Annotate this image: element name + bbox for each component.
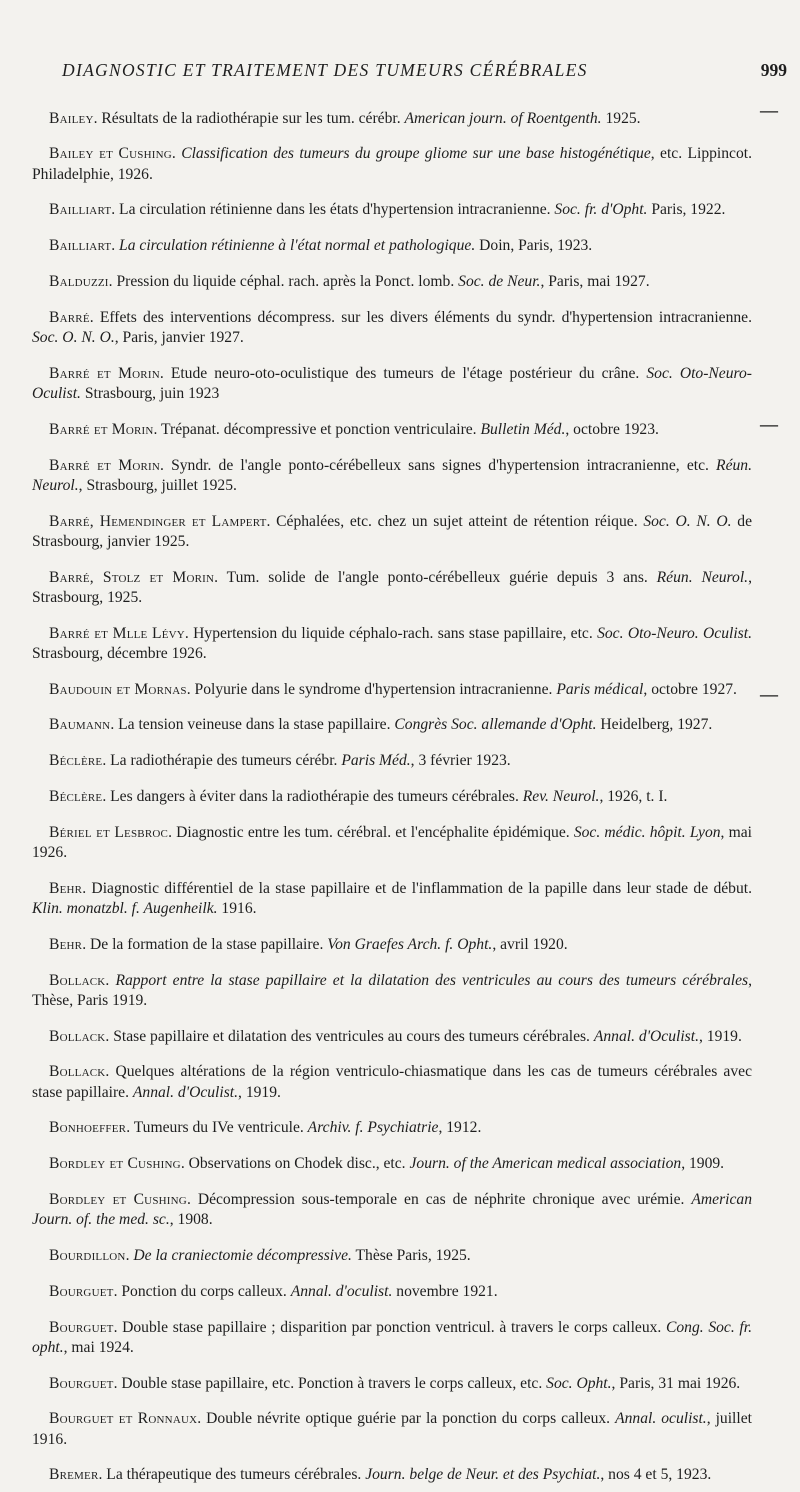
reference-text: . Syndr. de l'angle ponto-cérébelleux sans signes d'hypertension intracranienne, etc. xyxy=(160,456,717,474)
reference-details: , nos 4 et 5, 1923. xyxy=(600,1466,712,1484)
reference-entry xyxy=(32,512,752,552)
reference-entry xyxy=(32,1374,752,1394)
page-number: 999 xyxy=(760,60,787,80)
reference-author: Barré xyxy=(49,308,90,326)
reference-source: La circulation rétinienne à l'état normal et pathologique. xyxy=(119,237,476,255)
reference-source: American Journ. of. the med. sc. xyxy=(32,1190,752,1229)
reference-source: Paris médical xyxy=(556,680,644,698)
reference-source: Annal. d'oculist. xyxy=(290,1282,393,1300)
reference-author: Behr xyxy=(49,879,83,897)
reference-entry xyxy=(32,568,752,608)
reference-author: Baumann xyxy=(49,716,111,734)
reference-author: Behr xyxy=(49,935,83,953)
reference-text: . Observations on Chodek disc., etc. xyxy=(180,1155,410,1173)
reference-author: Barré et Mlle Lévy xyxy=(49,624,185,642)
reference-author: Barré, Stolz et Morin xyxy=(49,568,215,586)
reference-source: Classification des tumeurs du groupe gliome sur une base histogénétique xyxy=(181,145,651,163)
reference-entry xyxy=(32,1282,752,1302)
reference-author: Bourguet xyxy=(49,1374,114,1392)
reference-details: , octobre 1923. xyxy=(565,420,659,438)
reference-details: novembre 1921. xyxy=(392,1282,498,1300)
reference-source: American journ. of Roentgenth. xyxy=(404,109,602,127)
reference-details: , Thèse, Paris 1919. xyxy=(32,971,752,1009)
reference-details: , 1908. xyxy=(169,1211,213,1229)
reference-source: Soc. médic. hôpit. Lyon xyxy=(573,823,721,841)
reference-author: Bailliart xyxy=(49,237,112,255)
reference-source: Réun. Neurol. xyxy=(656,568,749,586)
reference-text: . xyxy=(125,1246,134,1264)
reference-source: Soc. fr. d'Opht. xyxy=(554,201,648,219)
reference-details: , mai 1924. xyxy=(63,1338,134,1356)
reference-source: Annal. d'Oculist. xyxy=(132,1083,239,1101)
reference-details: Thèse Paris, 1925. xyxy=(351,1246,471,1264)
reference-entry xyxy=(32,236,752,256)
reference-source: Soc. O. N. O. xyxy=(643,512,732,530)
reference-details: 1916. xyxy=(217,899,257,917)
reference-source: Soc. Oto-Neuro. Oculist. xyxy=(597,624,752,642)
reference-author: Béclère xyxy=(49,752,103,770)
reference-text: . La tension veineuse dans la stase papillaire. xyxy=(110,716,395,734)
reference-author: Bollack xyxy=(49,971,106,989)
reference-author: Bériel et Lesbroc xyxy=(49,823,169,841)
reference-source: Cong. Soc. fr. opht. xyxy=(32,1318,752,1356)
reference-author: Baudouin et Mornas xyxy=(49,680,187,698)
reference-author: Bourguet xyxy=(49,1282,114,1300)
reference-author: Barré et Morin xyxy=(49,364,160,382)
reference-source: Archiv. f. Psychiatrie xyxy=(307,1119,439,1137)
reference-author: Bailey xyxy=(49,109,94,127)
reference-source: Klin. monatzbl. f. Augenheilk. xyxy=(32,899,218,917)
reference-text: . Quelques altérations de la région ventriculo-chiasmatique dans les cas de tumeurs cérébrales avec stase papillaire. xyxy=(32,1063,752,1101)
reference-entry xyxy=(32,751,752,771)
reference-source: Congrès Soc. allemande d'Opht. xyxy=(394,716,597,734)
reference-details: Heidelberg, 1927. xyxy=(596,716,713,734)
reference-text: . Diagnostic différentiel de la stase papillaire et de l'inflammation de la papille dans leur stade de début. xyxy=(82,879,752,897)
reference-source: Annal. oculist. xyxy=(615,1410,707,1428)
reference-entry xyxy=(32,1246,752,1266)
reference-author: Balduzzi xyxy=(49,272,109,290)
reference-source: Journ. of the American medical association xyxy=(409,1155,682,1173)
reference-text: . Résultats de la radiothérapie sur les tum. cérébr. xyxy=(93,109,405,127)
reference-text: . Les dangers à éviter dans la radiothérapie des tumeurs cérébrales. xyxy=(102,787,523,805)
margin-mark: — xyxy=(760,100,778,120)
reference-details: Strasbourg, juin 1923 xyxy=(80,384,220,402)
reference-text: . La circulation rétinienne dans les états d'hypertension intracranienne. xyxy=(111,201,555,219)
reference-text: . Trépanat. décompressive et ponction ventriculaire. xyxy=(153,420,481,438)
reference-entry xyxy=(32,624,752,664)
reference-details: , mai 1926. xyxy=(32,823,752,861)
reference-source: Journ. belge de Neur. et des Psychiat. xyxy=(365,1466,601,1484)
reference-entry xyxy=(32,1465,752,1485)
reference-details: Strasbourg, décembre 1926. xyxy=(32,644,207,662)
reference-author: Barré et Morin xyxy=(49,456,161,474)
reference-text: . Etude neuro-oto-oculistique des tumeurs de l'étage postérieur du crâne. xyxy=(159,364,647,382)
reference-entry xyxy=(32,1027,752,1047)
reference-entry xyxy=(32,1409,752,1449)
reference-details: de Strasbourg, janvier 1925. xyxy=(32,512,752,550)
reference-details: , juillet 1916. xyxy=(32,1410,752,1448)
reference-author: Bordley et Cushing xyxy=(49,1155,181,1173)
reference-entry xyxy=(32,144,752,184)
reference-author: Bourdillon xyxy=(49,1246,126,1264)
reference-details: , etc. Lippincot. Philadelphie, 1926. xyxy=(32,145,752,183)
reference-entry xyxy=(32,1318,752,1358)
reference-author: Bollack xyxy=(49,1063,106,1081)
reference-entry xyxy=(32,879,752,919)
reference-author: Bourguet et Ronnaux xyxy=(49,1410,198,1428)
reference-details: , octobre 1927. xyxy=(643,680,737,698)
reference-details: , Paris, janvier 1927. xyxy=(114,328,244,346)
reference-entry xyxy=(32,456,752,496)
reference-source: Rev. Neurol. xyxy=(522,787,600,805)
reference-source: Soc. Opht. xyxy=(546,1374,612,1392)
reference-entry xyxy=(32,364,752,404)
reference-details: , 1909. xyxy=(681,1155,725,1173)
reference-entry xyxy=(32,935,752,955)
reference-text: . Pression du liquide céphal. rach. après la Ponct. lomb. xyxy=(108,272,459,290)
reference-source: Von Graefes Arch. f. Opht. xyxy=(327,935,493,953)
reference-text: . Double stase papillaire, etc. Ponction à travers le corps calleux, etc. xyxy=(113,1374,547,1392)
reference-source: Rapport entre la stase papillaire et la dilatation des ventricules au cours des tumeurs cérébrales xyxy=(115,971,749,989)
reference-text: . xyxy=(171,145,182,163)
reference-text: . Effets des interventions décompress. sur les divers éléments du syndr. d'hypertension intracranienne. xyxy=(89,308,752,326)
reference-source: De la craniectomie décompressive. xyxy=(133,1246,352,1264)
reference-details: , 1926, t. I. xyxy=(599,787,668,805)
header-title: DIAGNOSTIC ET TRAITEMENT DES TUMEURS CÉRÉBRALES xyxy=(62,60,588,80)
reference-author: Bonhoeffer xyxy=(49,1119,127,1137)
reference-entry xyxy=(32,715,752,735)
reference-entry xyxy=(32,200,752,220)
reference-details: , 3 février 1923. xyxy=(410,752,511,770)
reference-details: Paris, 1922. xyxy=(647,201,726,219)
reference-source: Réun. Neurol. xyxy=(32,456,752,494)
reference-entry xyxy=(32,787,752,807)
reference-text: . Diagnostic entre les tum. cérébral. et l'encéphalite épidémique. xyxy=(168,823,574,841)
reference-text: . Céphalées, etc. chez un sujet atteint de rétention réique. xyxy=(266,512,644,530)
reference-entry xyxy=(32,680,752,700)
reference-author: Barré, Hemendinger et Lampert xyxy=(49,512,267,530)
reference-author: Béclère xyxy=(49,787,103,805)
reference-details: , avril 1920. xyxy=(492,935,568,953)
reference-text: . Décompression sous-temporale en cas de néphrite chronique avec urémie. xyxy=(186,1190,692,1208)
margin-mark: — xyxy=(760,414,778,434)
reference-details: , Strasbourg, 1925. xyxy=(32,568,752,606)
reference-text: . Double stase papillaire ; disparition par ponction ventricul. à travers le corps calleux. xyxy=(113,1318,666,1336)
reference-entry xyxy=(32,971,752,1011)
reference-text: . xyxy=(111,237,120,255)
reference-entry xyxy=(32,1062,752,1102)
reference-source: Soc. Oto-Neuro-Oculist. xyxy=(32,364,752,402)
reference-entry xyxy=(32,823,752,863)
reference-details: , Paris, 31 mai 1926. xyxy=(611,1374,741,1392)
reference-author: Bordley et Cushing xyxy=(49,1190,187,1208)
reference-entry xyxy=(32,1190,752,1230)
reference-entry xyxy=(32,1118,752,1138)
reference-source: Soc. de Neur. xyxy=(458,272,541,290)
reference-author: Bremer xyxy=(49,1466,99,1484)
reference-author: Barré et Morin xyxy=(49,420,154,438)
reference-entry xyxy=(32,109,752,129)
reference-details: Doin, Paris, 1923. xyxy=(475,237,593,255)
reference-entry xyxy=(32,420,752,440)
reference-details: , 1919. xyxy=(238,1083,281,1101)
margin-mark: — xyxy=(760,684,778,704)
reference-text: . Tumeurs du IVe ventricule. xyxy=(126,1119,308,1137)
reference-details: , 1912. xyxy=(438,1119,482,1137)
reference-text: . xyxy=(105,971,116,989)
reference-source: Paris Méd. xyxy=(341,752,411,770)
reference-text: . La thérapeutique des tumeurs cérébrales. xyxy=(98,1466,366,1484)
reference-text: . La radiothérapie des tumeurs cérébr. xyxy=(102,752,342,770)
reference-text: . Tum. solide de l'angle ponto-cérébelleux guérie depuis 3 ans. xyxy=(214,568,657,586)
reference-list xyxy=(32,93,752,1492)
reference-author: Bollack xyxy=(49,1027,106,1045)
reference-entry xyxy=(32,272,752,292)
reference-text: . Polyurie dans le syndrome d'hypertension intracranienne. xyxy=(186,680,557,698)
reference-details: 1925. xyxy=(601,109,641,127)
reference-source: Soc. O. N. O. xyxy=(32,328,115,346)
reference-text: . De la formation de la stase papillaire. xyxy=(82,935,328,953)
reference-source: Annal. d'Oculist. xyxy=(593,1027,699,1045)
reference-details: , 1919. xyxy=(698,1027,742,1045)
reference-entry xyxy=(32,1154,752,1174)
reference-author: Bailey et Cushing xyxy=(49,145,172,163)
reference-author: Bourguet xyxy=(49,1318,114,1336)
reference-details: , Paris, mai 1927. xyxy=(540,272,650,290)
reference-author: Bailliart xyxy=(49,201,112,219)
reference-text: . Ponction du corps calleux. xyxy=(113,1282,291,1300)
reference-text: . Stase papillaire et dilatation des ventricules au cours des tumeurs cérébrales. xyxy=(105,1027,594,1045)
reference-source: Bulletin Méd. xyxy=(480,420,566,438)
running-header xyxy=(62,60,787,81)
reference-text: . Hypertension du liquide céphalo-rach. sans stase papillaire, etc. xyxy=(184,624,598,642)
reference-text: . Double névrite optique guérie par la ponction du corps calleux. xyxy=(197,1410,616,1428)
reference-details: , Strasbourg, juillet 1925. xyxy=(78,476,237,494)
reference-entry xyxy=(32,308,752,348)
